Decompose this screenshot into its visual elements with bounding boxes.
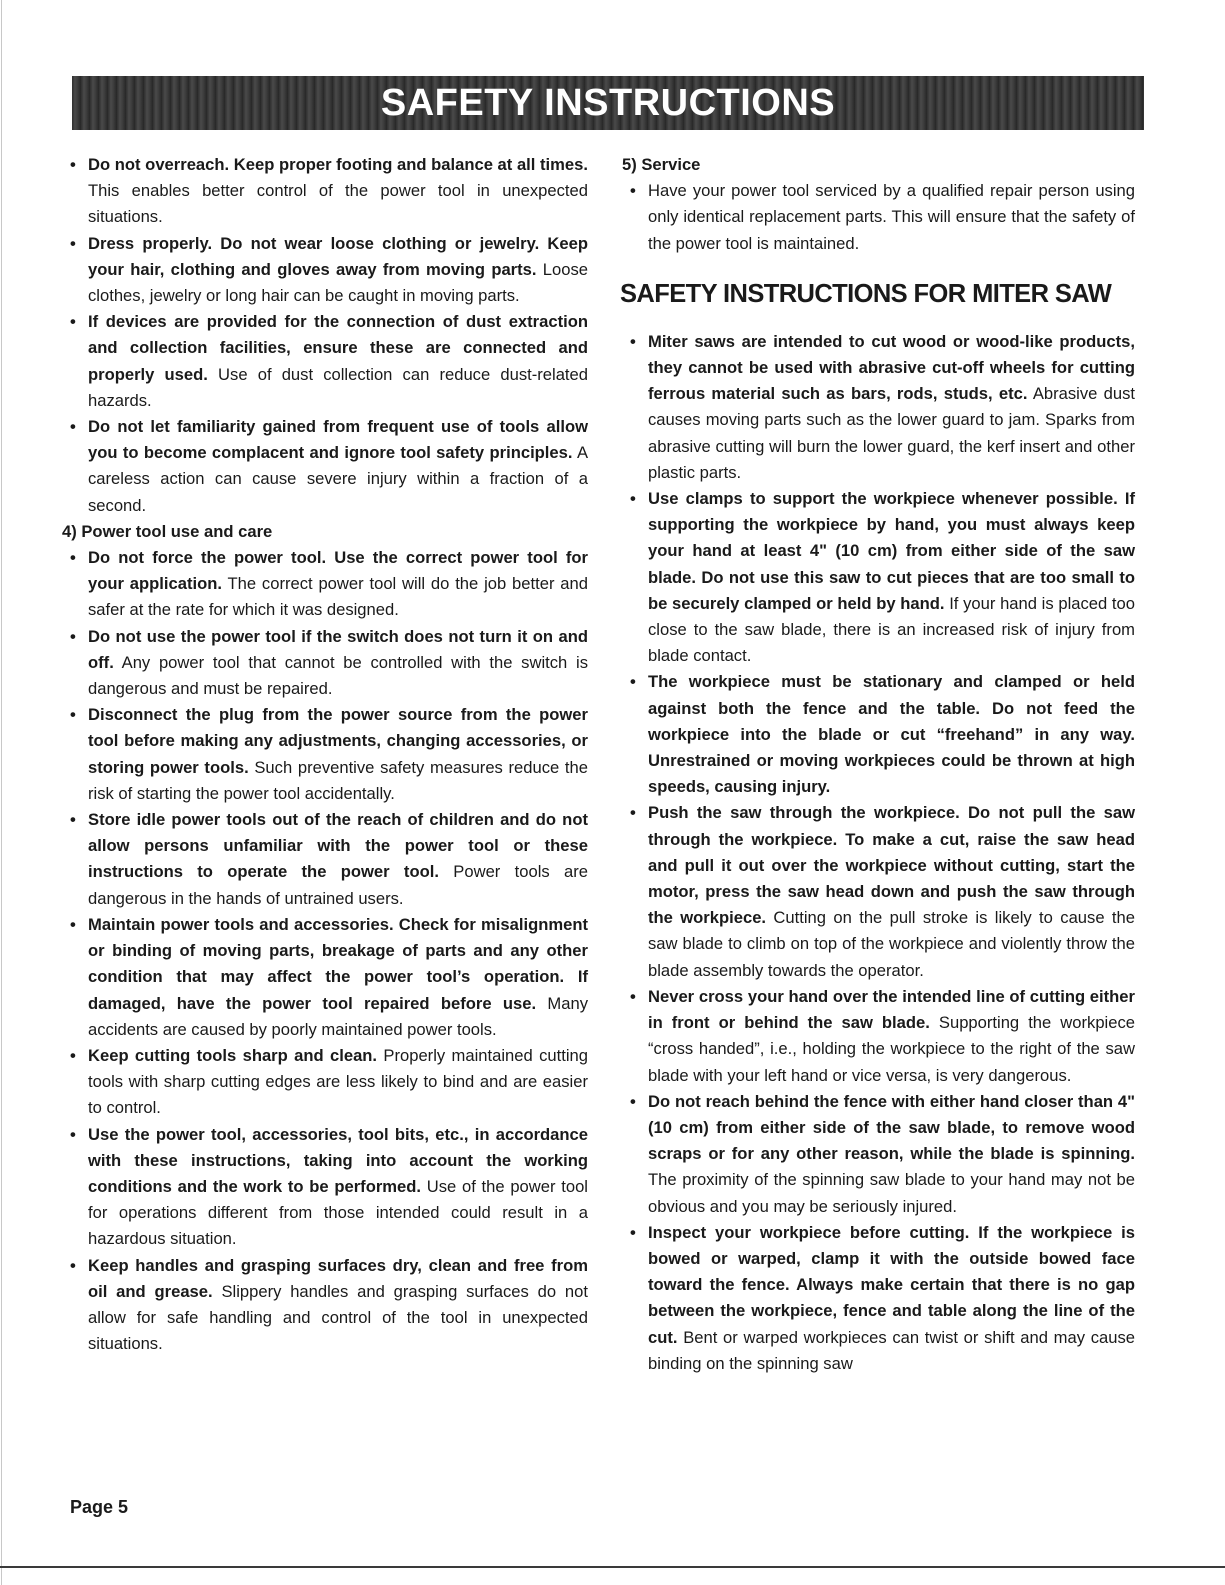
list-item	[62, 309, 588, 414]
list-item	[62, 152, 588, 231]
page-edge-line	[1, 0, 2, 1585]
item-body-text: Loose clothes, jewelry or long hair can be caught in moving parts.	[88, 259, 588, 306]
bullet-icon: •	[630, 986, 636, 1006]
item-body-text: Use of dust collection can reduce dust-related hazards.	[88, 364, 588, 410]
list-item	[62, 545, 588, 624]
section-heading-miter-saw: SAFETY INSTRUCTIONS FOR MITER SAW	[620, 279, 1112, 308]
bullet-icon: •	[70, 810, 76, 830]
list-item	[62, 1043, 588, 1122]
bullet-icon: •	[70, 417, 76, 437]
item-bold-text: Do not force the power tool. Use the correct power tool for your application.	[88, 548, 588, 594]
list-item	[622, 1089, 1135, 1220]
item-body-text: This enables better control of the power tool in unexpected situations.	[88, 181, 588, 227]
bullet-icon: •	[70, 1124, 76, 1144]
item-body-text: Slippery handles and grasping surfaces do not allow for safe handling and control of the tool in unexpected situations.	[88, 1281, 588, 1354]
item-body-text: Power tools are dangerous in the hands of untrained users.	[88, 862, 589, 908]
service-item	[622, 178, 1135, 257]
bullet-icon: •	[630, 672, 636, 692]
item-bold-text: If devices are provided for the connection of dust extraction and collection facilities, ensure these are connected and properly used.	[88, 312, 588, 384]
item-body-text: Bent or warped workpieces can twist or shift and may cause binding on the spinning saw	[648, 1327, 1135, 1373]
bullet-icon: •	[630, 1091, 636, 1111]
bullet-icon: •	[630, 489, 636, 509]
item-body-text: Such preventive safety measures reduce the risk of starting the power tool accidentally.	[88, 757, 588, 803]
item-bold-text: The workpiece must be stationary and clamped or held against both the fence and the table. Do not feed the workpiece into the blade or cut “freehand” in any way. Unrestrained or moving workpieces could be thrown at high speeds, causing injury.	[648, 672, 1135, 797]
list-item	[62, 912, 588, 1043]
list-item	[62, 807, 588, 912]
bullet-icon: •	[630, 331, 636, 351]
item-bold-text: Do not let familiarity gained from frequent use of tools allow you to become complacent and ignore tool safety principles.	[88, 417, 588, 463]
bullet-icon: •	[70, 548, 76, 568]
page-bottom-line	[0, 1566, 1225, 1568]
item-bold-text: Inspect your workpiece before cutting. If the workpiece is bowed or warped, clamp it with the outside bowed face toward the fence. Always make certain that there is no gap between the workpiece, fence and table along the line of the cut.	[648, 1222, 1135, 1347]
item-body-text: Any power tool that cannot be controlled with the switch is dangerous and must be repaired.	[88, 652, 588, 699]
item-bold-text: Keep cutting tools sharp and clean.	[88, 1045, 378, 1065]
left-column	[62, 152, 588, 1357]
bullet-icon: •	[70, 1255, 76, 1275]
item-bold-text: Store idle power tools out of the reach of children and do not allow persons unfamiliar with the power tool or these instructions to operate the power tool.	[88, 810, 588, 882]
item-bold-text: Do not use the power tool if the switch does not turn it on and off.	[88, 626, 588, 672]
item-body-text: Properly maintained cutting tools with sharp cutting edges are less likely to bind and are easier to control.	[88, 1045, 588, 1118]
item-body-text: If your hand is placed too close to the saw blade, there is an increased risk of injury from blade contact.	[648, 593, 1136, 666]
left-items-group-a	[62, 152, 588, 519]
list-item	[622, 984, 1135, 1089]
item-body-text: Have your power tool serviced by a qualified repair person using only identical replacement parts. This will ensure that the safety of the power tool is maintained.	[648, 181, 1135, 253]
item-body-text: Cutting on the pull stroke is likely to cause the saw blade to climb on top of the workpiece and violently throw the blade assembly towards the operator.	[648, 908, 1135, 980]
bullet-icon: •	[70, 914, 76, 934]
item-bold-text: Miter saws are intended to cut wood or wood-like products, they cannot be used with abrasive cut-off wheels for cutting ferrous material such as bars, rods, studs, etc.	[648, 331, 1135, 404]
item-bold-text: Use clamps to support the workpiece whenever possible. If supporting the workpiece by hand, you must always keep your hand at least 4" (10 cm) from either side of the saw blade. Do not use this saw to cut pieces that are too small to be securely clamped or held by hand.	[648, 489, 1135, 613]
list-item	[62, 414, 588, 519]
item-bold-text: Dress properly. Do not wear loose clothing or jewelry. Keep your hair, clothing and gloves away from moving parts.	[88, 233, 588, 279]
left-items-group-b	[62, 545, 588, 1357]
bullet-icon: •	[70, 626, 76, 646]
list-item	[62, 1122, 588, 1253]
list-item	[62, 1253, 588, 1358]
list-item	[62, 624, 588, 703]
bullet-icon: •	[70, 1045, 76, 1065]
header-banner	[72, 76, 1144, 130]
right-column	[622, 152, 1135, 1377]
item-body-text: The proximity of the spinning saw blade to your hand may not be obvious and you may be seriously injured.	[648, 1170, 1135, 1216]
item-bold-text: Maintain power tools and accessories. Check for misalignment or binding of moving parts, breakage of parts and any other condition that may affect the power tool’s operation. If damaged, have the power tool repaired before use.	[88, 914, 588, 1013]
section-heading-service: 5) Service	[622, 155, 701, 174]
list-item	[62, 702, 588, 807]
bullet-icon: •	[70, 233, 76, 253]
bullet-icon: •	[630, 181, 636, 201]
bullet-icon: •	[70, 312, 76, 332]
list-item	[622, 800, 1135, 983]
bullet-icon: •	[630, 1222, 636, 1242]
item-bold-text: Push the saw through the workpiece. Do not pull the saw through the workpiece. To make a cut, raise the saw head and pull it out over the workpiece without cutting, start the motor, press the saw head down and push the saw through the workpiece.	[648, 803, 1135, 928]
item-bold-text: Do not reach behind the fence with either hand closer than 4" (10 cm) from either side of the saw blade, to remove wood scraps or for any other reason, while the blade is spinning.	[648, 1091, 1135, 1164]
item-body-text: Many accidents are caused by poorly maintained power tools.	[88, 993, 589, 1039]
item-body-text: Abrasive dust causes moving parts such as the lower guard to jam. Sparks from abrasive cutting will burn the lower guard, the kerf insert and other plastic parts.	[648, 384, 1136, 482]
bullet-icon: •	[630, 803, 636, 823]
page-number: Page 5	[70, 1497, 129, 1517]
list-item	[622, 669, 1135, 800]
bullet-icon: •	[70, 705, 76, 725]
bullet-icon: •	[70, 155, 76, 174]
section-heading-power-tool-use: 4) Power tool use and care	[62, 521, 273, 541]
miter-items-group	[622, 329, 1135, 1377]
list-item	[62, 231, 588, 310]
item-bold-text: Do not overreach. Keep proper footing and balance at all times.	[88, 155, 588, 174]
list-item	[622, 486, 1135, 669]
item-bold-text: Use the power tool, accessories, tool bits, etc., in accordance with these instructions, taking into account the working conditions and the work to be performed.	[88, 1124, 588, 1196]
item-body-text: A careless action can cause severe injury within a fraction of a second.	[88, 443, 589, 515]
item-bold-text: Keep handles and grasping surfaces dry, clean and free from oil and grease.	[88, 1255, 588, 1301]
page-title: SAFETY INSTRUCTIONS	[380, 81, 836, 124]
item-bold-text: Disconnect the plug from the power source from the power tool before making any adjustments, changing accessories, or storing power tools.	[88, 705, 588, 777]
item-body-text: The correct power tool will do the job better and safer at the rate for which it was designed.	[88, 574, 588, 620]
list-item	[622, 1220, 1135, 1377]
item-body-text: Use of the power tool for operations different from those intended could result in a hazardous situation.	[88, 1176, 588, 1249]
item-bold-text: Never cross your hand over the intended line of cutting either in front or behind the saw blade.	[648, 986, 1135, 1033]
list-item	[622, 329, 1135, 486]
item-body-text: Supporting the workpiece “cross handed”, i.e., holding the workpiece to the right of the saw blade with your left hand or vice versa, is very dangerous.	[648, 1013, 1135, 1085]
